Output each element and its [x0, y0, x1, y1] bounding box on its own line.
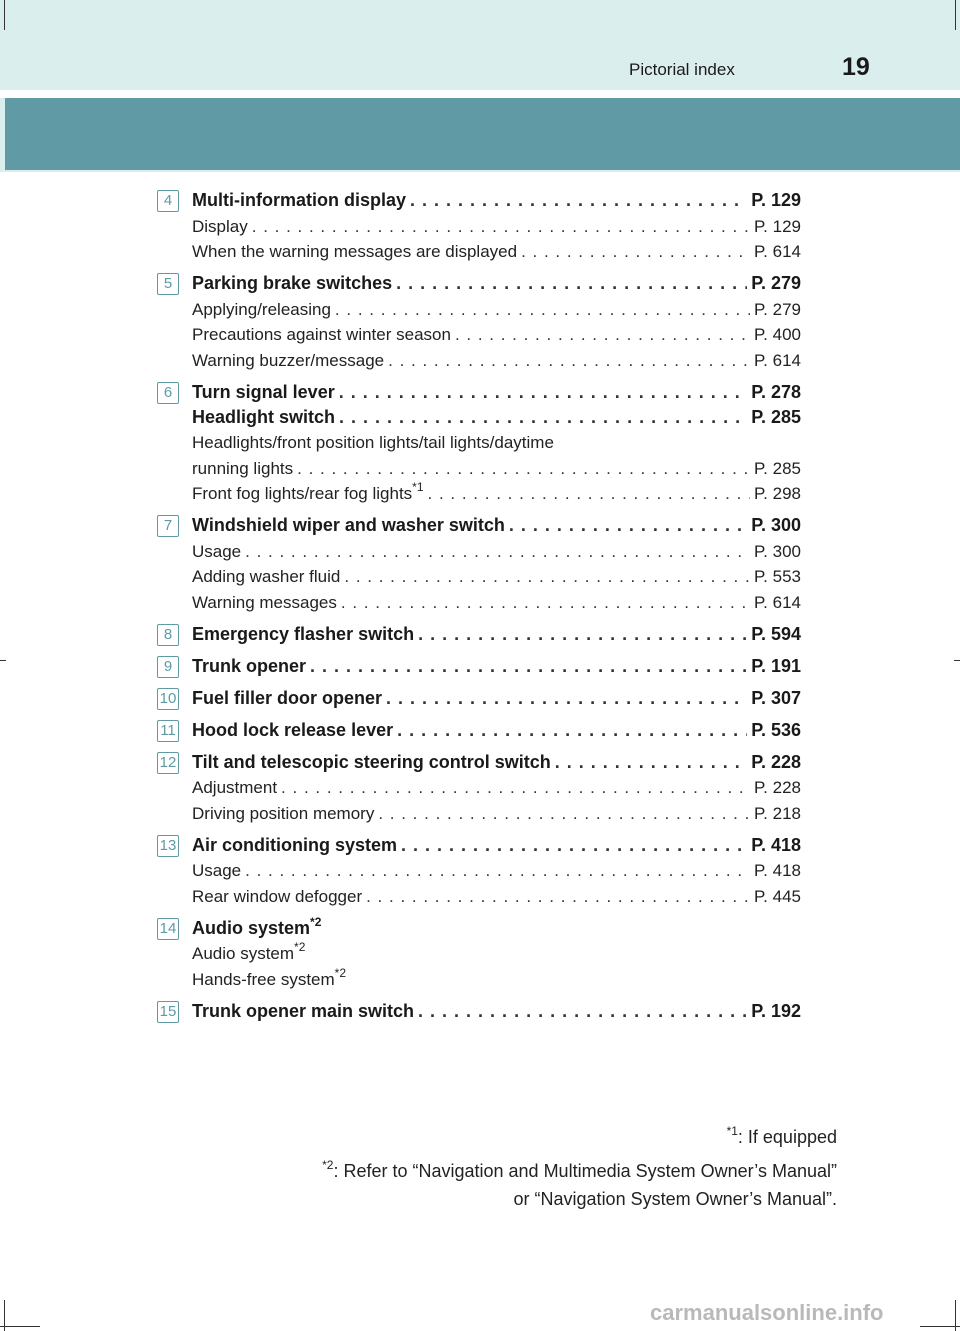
index-subentry[interactable]: [192, 320, 801, 346]
item-number-badge: 10: [157, 688, 179, 710]
entry-label-text: Headlights/front position lights/tail lights/daytime: [192, 433, 554, 452]
entry-label-text: Air conditioning system: [192, 834, 398, 855]
crop-mark: [920, 1326, 960, 1327]
entry-label: [192, 459, 293, 479]
dot-leader: [281, 778, 750, 798]
index-section: [157, 684, 801, 709]
item-number-badge: 13: [157, 835, 179, 857]
item-number-badge: 15: [157, 1001, 179, 1023]
entry-label: [192, 190, 406, 211]
index-entry[interactable]: [192, 997, 801, 1022]
entry-label-text: Front fog lights/rear fog lights: [192, 484, 413, 503]
page-reference[interactable]: P. 445: [754, 886, 801, 906]
crop-mark: [4, 0, 5, 30]
entry-label-text: Windshield wiper and washer switch: [192, 515, 505, 535]
entry-label: [192, 567, 340, 587]
item-number-badge: 6: [157, 382, 179, 404]
index-subentry[interactable]: [192, 428, 801, 454]
page-reference[interactable]: P. 418: [751, 834, 801, 855]
footnote-2: [250, 1156, 837, 1186]
entry-label: [192, 351, 384, 371]
index-entry[interactable]: [192, 269, 801, 294]
entry-label-text: Trunk opener: [192, 655, 307, 676]
dot-leader: [555, 752, 748, 773]
entry-label-text: Warning buzzer/message: [192, 350, 385, 370]
page-reference[interactable]: P. 418: [754, 861, 801, 880]
entry-label: [192, 300, 331, 320]
entry-label-text: Warning messages: [192, 592, 337, 612]
item-number-badge: 12: [157, 752, 179, 774]
index-entry[interactable]: [192, 620, 801, 645]
entry-label: [192, 835, 397, 856]
entry-label-text: Hands-free system: [192, 969, 335, 989]
index-subentry[interactable]: [192, 939, 801, 965]
entry-label-text: Audio system: [192, 917, 311, 938]
index-subentry[interactable]: [192, 856, 801, 882]
dot-leader: [252, 217, 750, 237]
index-subentry[interactable]: [192, 881, 801, 907]
entry-label-text: Usage: [192, 861, 242, 880]
entry-label: [192, 887, 362, 907]
footnote-text: : Refer to “Navigation and Multimedia System Owner’s Manual”: [333, 1161, 837, 1181]
entry-label-text: Tilt and telescopic steering control switch: [192, 751, 551, 772]
footnote-reference: *2: [310, 914, 322, 929]
index-subentry[interactable]: [192, 964, 801, 990]
index-section: [157, 269, 801, 371]
dot-leader: [428, 484, 751, 504]
dot-leader: [339, 407, 747, 428]
entry-label-text: Multi-information display: [192, 190, 406, 210]
footnotes: [250, 1122, 837, 1212]
entry-label-text: Driving position memory: [192, 803, 375, 823]
page-reference[interactable]: P. 279: [751, 273, 801, 293]
index-entry[interactable]: [192, 378, 801, 403]
page-reference[interactable]: P. 300: [754, 541, 801, 561]
index-section: [157, 511, 801, 613]
footnote-mark: *2: [322, 1158, 334, 1172]
page-reference[interactable]: P. 218: [754, 803, 801, 823]
index-entry[interactable]: [192, 914, 801, 939]
page-reference[interactable]: P. 129: [751, 190, 801, 210]
page-reference[interactable]: P. 285: [751, 406, 801, 427]
crop-mark: [954, 660, 960, 661]
index-entry[interactable]: [192, 186, 801, 211]
index-section: [157, 997, 801, 1022]
crop-mark: [4, 1300, 5, 1331]
entry-label: [192, 325, 451, 345]
page-reference[interactable]: P. 553: [754, 567, 801, 586]
entry-label: [192, 778, 277, 798]
page-reference[interactable]: P. 279: [754, 299, 801, 319]
entry-label: [192, 624, 414, 645]
dot-leader: [396, 273, 747, 294]
index-section: [157, 831, 801, 907]
dot-leader: [521, 242, 750, 262]
index-entry[interactable]: [192, 748, 801, 773]
entry-label-text: Headlight switch: [192, 406, 336, 427]
dot-leader: [410, 190, 747, 211]
page-reference[interactable]: P. 400: [754, 325, 801, 344]
crop-mark: [0, 660, 6, 661]
index-entry[interactable]: [192, 403, 801, 428]
item-number-badge: 7: [157, 515, 179, 537]
index-entry[interactable]: [192, 716, 801, 741]
entry-label: [192, 656, 306, 677]
dot-leader: [378, 804, 750, 824]
dot-leader: [418, 624, 747, 645]
entry-label: [192, 242, 517, 262]
footnote-mark: *1: [726, 1124, 738, 1138]
index-subentry[interactable]: [192, 536, 801, 562]
index-entry[interactable]: [192, 831, 801, 856]
index-subentry[interactable]: [192, 479, 801, 505]
entry-label: [192, 914, 322, 939]
entry-label-text: Display: [192, 216, 248, 236]
entry-label: [192, 804, 374, 824]
entry-label-text: Usage: [192, 541, 242, 561]
dot-leader: [401, 835, 747, 856]
index-subentry[interactable]: [192, 237, 801, 263]
page-reference[interactable]: P. 228: [751, 751, 801, 772]
entry-label-text: Hood lock release lever: [192, 719, 394, 740]
dot-leader: [344, 567, 750, 587]
dot-leader: [341, 593, 750, 613]
index-subentry[interactable]: [192, 294, 801, 320]
entry-label-text: Adjustment: [192, 778, 278, 797]
dot-leader: [366, 887, 750, 907]
footnote-reference: *2: [294, 940, 306, 954]
page-reference[interactable]: P. 614: [754, 592, 801, 612]
entry-label: [192, 940, 306, 964]
header-title: Pictorial index: [629, 60, 735, 79]
dot-leader: [509, 515, 747, 536]
entry-label-text: Precautions against winter season: [192, 325, 451, 344]
dot-leader: [386, 688, 747, 709]
crop-mark: [0, 1326, 40, 1327]
index-section: [157, 716, 801, 741]
dot-leader: [455, 325, 750, 345]
entry-label-text: Adding washer fluid: [192, 567, 341, 586]
entry-label-text: Turn signal lever: [192, 381, 335, 402]
dot-leader: [388, 351, 750, 371]
entry-label-text: Trunk opener main switch: [192, 1000, 415, 1021]
entry-label-text: Rear window defogger: [192, 886, 363, 906]
page-reference[interactable]: P. 614: [754, 242, 801, 261]
entry-label-text: running lights: [192, 458, 294, 478]
footnote-text: : If equipped: [737, 1127, 837, 1147]
index-subentry[interactable]: [192, 453, 801, 479]
dot-leader: [418, 1001, 747, 1022]
dot-leader: [310, 656, 747, 677]
entry-label-text: Applying/releasing: [192, 299, 331, 319]
page-reference[interactable]: P. 285: [754, 458, 801, 478]
entry-label-text: When the warning messages are displayed: [192, 242, 518, 261]
index-section: [157, 914, 801, 990]
dot-leader: [339, 382, 748, 403]
item-number-badge: 4: [157, 190, 179, 212]
footnote-reference: *2: [334, 965, 347, 980]
entry-label: [192, 965, 347, 990]
page-reference[interactable]: P. 298: [754, 484, 801, 503]
footnote-2-continued: or “Navigation System Owner’s Manual”.: [513, 1189, 837, 1209]
pictorial-index-list: [157, 186, 801, 1029]
dot-leader: [397, 720, 747, 741]
crop-mark: [955, 1300, 956, 1331]
index-section: [157, 620, 801, 645]
entry-label: [192, 433, 554, 453]
page-reference[interactable]: P. 228: [754, 778, 801, 797]
header-divider: [0, 90, 960, 98]
index-entry[interactable]: [192, 684, 801, 709]
index-subentry[interactable]: [192, 773, 801, 799]
entry-label: [192, 217, 248, 237]
dot-leader: [297, 459, 750, 479]
entry-label-text: Parking brake switches: [192, 273, 393, 293]
entry-label: [192, 273, 392, 294]
entry-label: [192, 861, 241, 881]
entry-label-text: Audio system: [192, 944, 295, 963]
dot-leader: [245, 542, 750, 562]
crop-mark: [955, 0, 956, 30]
index-section: [157, 652, 801, 677]
entry-label: [192, 542, 241, 562]
index-entry[interactable]: [192, 511, 801, 536]
entry-label: [192, 593, 337, 613]
watermark-logo: carmanualsonline.info: [650, 1300, 884, 1325]
section-banner: [5, 98, 960, 170]
item-number-badge: 9: [157, 656, 179, 678]
item-number-badge: 11: [157, 720, 179, 742]
entry-label-text: Emergency flasher switch: [192, 623, 415, 644]
index-subentry[interactable]: [192, 345, 801, 371]
footnote-1: [250, 1122, 837, 1152]
entry-label: [192, 382, 335, 403]
index-entry[interactable]: [192, 652, 801, 677]
entry-label: [192, 515, 505, 536]
page-reference[interactable]: P. 191: [751, 655, 801, 676]
entry-label: [192, 720, 393, 741]
dot-leader: [335, 300, 750, 320]
entry-label: [192, 480, 424, 504]
page-reference[interactable]: P. 536: [751, 719, 801, 740]
page-reference[interactable]: P. 594: [751, 623, 801, 644]
item-number-badge: 5: [157, 273, 179, 295]
entry-label-text: Fuel filler door opener: [192, 687, 383, 708]
index-section: [157, 186, 801, 262]
item-number-badge: 14: [157, 918, 179, 940]
entry-label: [192, 1001, 414, 1022]
entry-label: [192, 752, 551, 773]
page-reference[interactable]: P. 278: [751, 381, 801, 402]
index-subentry[interactable]: [192, 211, 801, 237]
page-reference[interactable]: P. 300: [751, 515, 801, 535]
index-subentry[interactable]: [192, 587, 801, 613]
dot-leader: [245, 861, 750, 881]
footnote-reference: *1: [412, 480, 424, 494]
entry-label: [192, 688, 382, 709]
page-reference[interactable]: P. 129: [754, 216, 801, 236]
item-number-badge: 8: [157, 624, 179, 646]
page-reference[interactable]: P. 192: [751, 1000, 801, 1021]
page-reference[interactable]: P. 307: [751, 687, 801, 708]
index-section: [157, 748, 801, 824]
entry-label: [192, 407, 335, 428]
index-subentry[interactable]: [192, 562, 801, 588]
index-section: [157, 378, 801, 505]
page-number: 19: [842, 53, 870, 81]
index-subentry[interactable]: [192, 798, 801, 824]
page-reference[interactable]: P. 614: [754, 350, 801, 370]
